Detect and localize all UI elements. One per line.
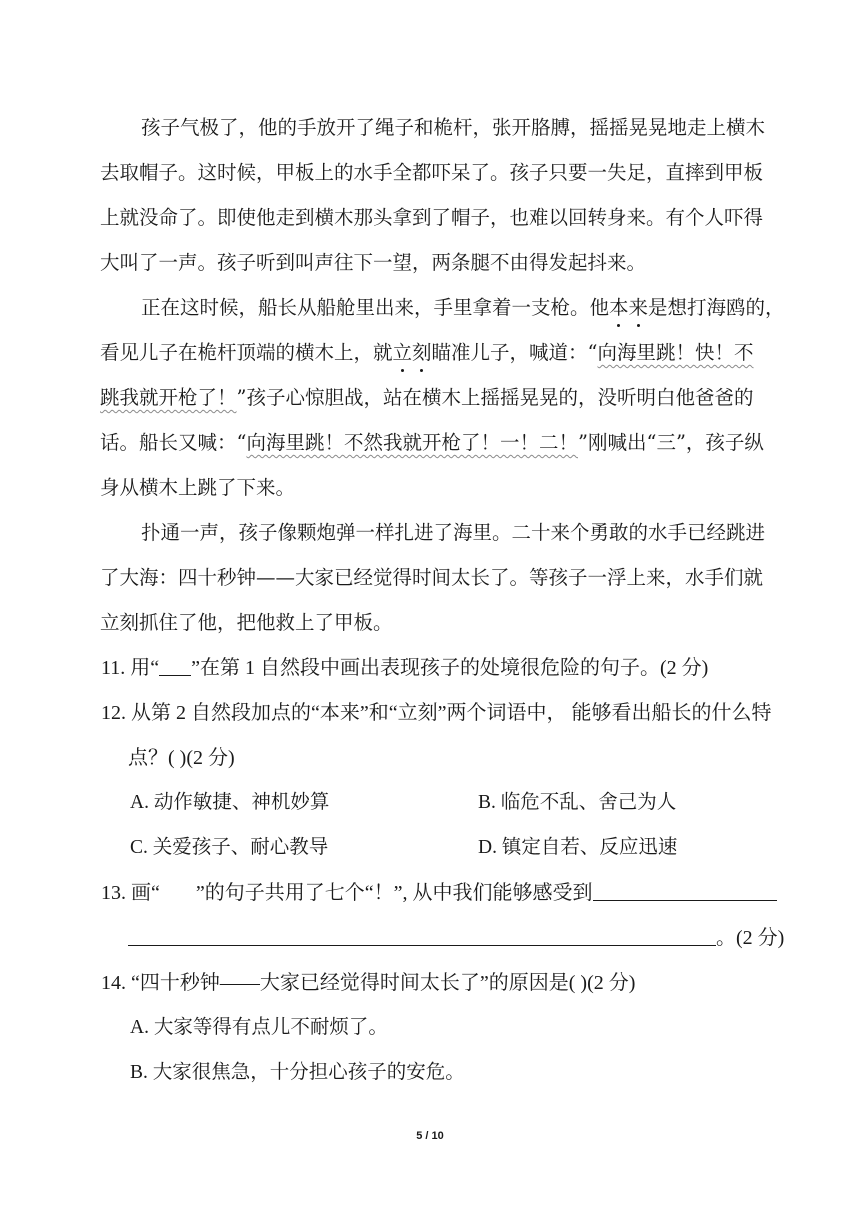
- passage-line: 大叫了一声。孩子听到叫声往下一望，两条腿不由得发起抖来。: [100, 251, 647, 274]
- passage-line: [100, 338, 754, 368]
- q11-suffix: ”在第 1 自然段中画出表现孩子的处境很危险的句子。(2 分): [191, 657, 709, 679]
- dotted-char: 立: [393, 338, 413, 368]
- q14-option-b: B. 大家很焦急，十分担心孩子的安危。: [130, 1062, 465, 1083]
- wavy-underlined-text: 向海里跳！快！不: [597, 341, 754, 364]
- dotted-char: 来: [629, 293, 649, 323]
- q13-prefix: 13. 画“: [101, 882, 160, 904]
- q14-option-a: A. 大家等得有点儿不耐烦了。: [130, 1017, 388, 1038]
- question-14: 14. “四十秒钟——大家已经觉得时间太长了”的原因是( )(2 分): [101, 972, 636, 994]
- passage-line: 上就没命了。即使他走到横木那头拿到了帽子，也难以回转身来。有个人吓得: [100, 206, 764, 229]
- passage-line: 身从横木上跳了下来。: [100, 476, 296, 499]
- passage-line: 扑通一声，孩子像颗炮弹一样扎进了海里。二十来个勇敢的水手已经跳进: [141, 521, 766, 544]
- answer-blank[interactable]: [593, 880, 777, 901]
- q11-prefix: 11. 用“: [101, 657, 160, 679]
- passage-line: 孩子气极了，他的手放开了绳子和桅杆，张开胳膊，摇摇晃晃地走上横木: [141, 116, 766, 139]
- q13-end: 。(2 分): [716, 927, 785, 949]
- dotted-char: 刻: [412, 338, 432, 368]
- question-13-line2: [128, 923, 784, 953]
- passage-line: 去取帽子。这时候，甲板上的水手全都吓呆了。孩子只要一失足，直摔到甲板: [100, 161, 764, 184]
- text-span: 瞄准儿子，喊道：“: [431, 341, 598, 364]
- text-span: ”孩子心惊胆战，站在横木上摇摇晃晃的，没听明白他爸爸的: [236, 386, 754, 409]
- question-11: [101, 653, 708, 683]
- wavy-underlined-text: 跳我就开枪了！: [100, 386, 237, 409]
- q11-underline-sample: [159, 655, 191, 676]
- passage-line: [141, 293, 785, 323]
- passage-line: [100, 428, 764, 458]
- answer-blank[interactable]: [128, 925, 716, 946]
- passage-line: 了大海：四十秒钟——大家已经觉得时间太长了。等孩子一浮上来，水手们就: [100, 566, 764, 589]
- passage-line: 立刻抓住了他，把他救上了甲板。: [100, 611, 393, 634]
- dotted-char: 本: [609, 293, 629, 323]
- text-span: ”刚喊出“三”，孩子纵: [578, 431, 764, 454]
- page-number: 5 / 10: [416, 1130, 444, 1142]
- text-span: 话。船长又喊：“: [100, 431, 247, 454]
- question-13: [101, 878, 777, 908]
- q12-option-d: D. 镇定自若、反应迅速: [478, 837, 678, 858]
- wavy-underlined-text: 向海里跳！不然我就开枪了！一！二！: [246, 431, 578, 454]
- q12-option-c: C. 关爱孩子、耐心教导: [130, 837, 329, 858]
- q12-option-a: A. 动作敏捷、神机妙算: [130, 792, 330, 813]
- q13-wavy-sample: [160, 881, 196, 901]
- text-span: 正在这时候，船长从船舱里出来，手里拿着一支枪。他: [141, 296, 610, 319]
- text-span: 看见儿子在桅杆顶端的横木上，就: [100, 341, 393, 364]
- question-12: 12. 从第 2 自然段加点的“本来”和“立刻”两个词语中， 能够看出船长的什么特: [101, 702, 772, 724]
- text-span: 是想打海鸥的，: [648, 296, 785, 319]
- q12-option-b: B. 临危不乱、舍己为人: [478, 792, 677, 813]
- question-12-line2: 点？( )(2 分): [128, 747, 235, 769]
- q13-mid: ”的句子共用了七个“！”, 从中我们能够感受到: [195, 882, 593, 904]
- passage-line: [100, 383, 754, 413]
